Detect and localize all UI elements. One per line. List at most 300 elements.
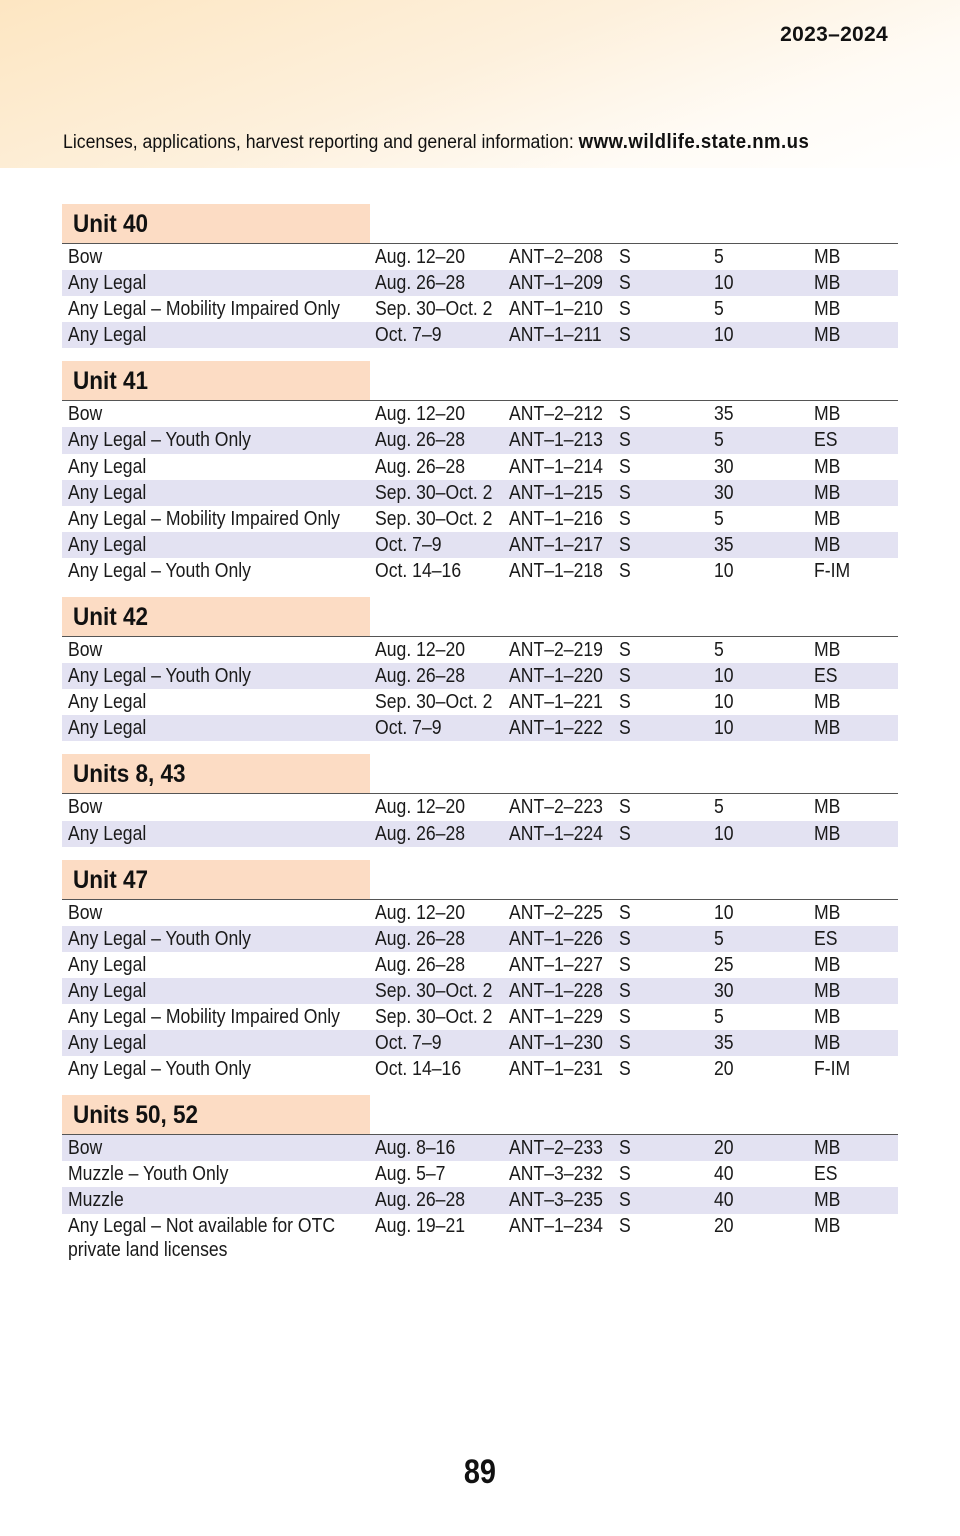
hunt-description: [62, 506, 375, 532]
unit-header: [62, 754, 898, 794]
hunt-code: [509, 1214, 619, 1262]
bag-limit: [619, 1135, 714, 1161]
hunt-description: [62, 1187, 375, 1213]
hunt-dates-text: Aug. 19–21: [375, 1214, 466, 1237]
table-row: [62, 454, 898, 480]
hunt-description-text: Any Legal – Youth Only: [68, 429, 251, 452]
unit-title-text: Unit 42: [73, 603, 149, 632]
license-count-text: 5: [714, 927, 724, 950]
hunt-code: [509, 794, 619, 820]
unit-title: [62, 860, 370, 899]
table-row: [62, 1161, 898, 1187]
bag-limit: [619, 558, 714, 584]
hunt-type: [814, 558, 898, 584]
license-count-text: 10: [714, 559, 734, 582]
license-count: [714, 1214, 814, 1262]
hunt-dates: [375, 978, 509, 1004]
table-row: [62, 401, 898, 427]
bag-limit: [619, 900, 714, 926]
hunt-description: [62, 401, 375, 427]
hunt-dates: [375, 401, 509, 427]
license-count: [714, 427, 814, 453]
hunt-dates: [375, 532, 509, 558]
hunt-code: [509, 689, 619, 715]
license-count-text: 5: [714, 298, 724, 321]
hunt-code-text: ANT–1–214: [509, 455, 603, 478]
hunt-dates-text: Sep. 30–Oct. 2: [375, 979, 493, 1002]
unit-title: [62, 1095, 370, 1134]
hunt-type-text: F-IM: [814, 1058, 851, 1081]
bag-limit-text: S: [619, 533, 631, 556]
bag-limit-text: S: [619, 1189, 631, 1212]
bag-limit: [619, 296, 714, 322]
license-count-text: 10: [714, 717, 734, 740]
unit-title: [62, 204, 370, 243]
hunt-dates-text: Aug. 12–20: [375, 639, 466, 662]
bag-limit: [619, 270, 714, 296]
hunt-type-text: MB: [814, 1005, 841, 1028]
hunt-code: [509, 296, 619, 322]
bag-limit: [619, 637, 714, 663]
hunt-description-text: Any Legal – Not available for OTC private land licenses: [68, 1214, 336, 1261]
bag-limit: [619, 401, 714, 427]
bag-limit-text: S: [619, 403, 631, 426]
hunt-dates-text: Aug. 5–7: [375, 1163, 446, 1186]
hunt-dates: [375, 427, 509, 453]
hunt-description-text: Any Legal: [68, 717, 147, 740]
hunt-description-text: Any Legal – Mobility Impaired Only: [68, 1005, 340, 1028]
table-row: [62, 1030, 898, 1056]
hunt-type: [814, 1161, 898, 1187]
hunt-dates: [375, 715, 509, 741]
hunt-code-text: ANT–2–233: [509, 1137, 603, 1160]
hunt-dates-text: Oct. 14–16: [375, 1058, 462, 1081]
hunt-dates-text: Aug. 12–20: [375, 796, 466, 819]
hunt-code-text: ANT–1–222: [509, 717, 603, 740]
hunt-type-text: MB: [814, 796, 841, 819]
hunt-code: [509, 427, 619, 453]
hunt-type-text: MB: [814, 246, 841, 268]
hunt-description: [62, 244, 375, 270]
bag-limit: [619, 1161, 714, 1187]
hunt-type: [814, 637, 898, 663]
table-row: [62, 689, 898, 715]
unit-section: [62, 204, 898, 348]
unit-section: [62, 860, 898, 1083]
hunt-dates: [375, 637, 509, 663]
license-count-text: 30: [714, 455, 734, 478]
hunt-code: [509, 926, 619, 952]
hunt-dates: [375, 480, 509, 506]
hunt-code-text: ANT–2–219: [509, 639, 603, 662]
hunt-dates-text: Oct. 7–9: [375, 1032, 442, 1055]
hunt-type: [814, 715, 898, 741]
hunt-type-text: MB: [814, 1189, 841, 1212]
hunt-table: [62, 204, 898, 1275]
hunt-dates: [375, 558, 509, 584]
table-row: [62, 506, 898, 532]
hunt-dates: [375, 1161, 509, 1187]
hunt-dates: [375, 1135, 509, 1161]
bag-limit: [619, 794, 714, 820]
bag-limit: [619, 322, 714, 348]
license-count: [714, 637, 814, 663]
unit-section: [62, 361, 898, 584]
bag-limit-text: S: [619, 901, 631, 924]
bag-limit-text: S: [619, 796, 631, 819]
license-count-text: 10: [714, 691, 734, 714]
hunt-description-text: Any Legal: [68, 272, 147, 295]
license-count: [714, 244, 814, 270]
bag-limit-text: S: [619, 1214, 631, 1237]
hunt-description: [62, 1030, 375, 1056]
unit-header: [62, 597, 898, 637]
hunt-type-text: MB: [814, 298, 841, 321]
unit-header: [62, 860, 898, 900]
hunt-type: [814, 1030, 898, 1056]
hunt-code-text: ANT–2–223: [509, 796, 603, 819]
info-line: [63, 131, 809, 154]
hunt-description: [62, 715, 375, 741]
license-count: [714, 952, 814, 978]
hunt-description-text: Any Legal: [68, 533, 147, 556]
license-count: [714, 454, 814, 480]
license-count-text: 10: [714, 901, 734, 924]
bag-limit-text: S: [619, 979, 631, 1002]
bag-limit: [619, 952, 714, 978]
hunt-type: [814, 952, 898, 978]
hunt-description: [62, 558, 375, 584]
hunt-dates-text: Aug. 26–28: [375, 429, 466, 452]
hunt-type: [814, 821, 898, 847]
hunt-description: [62, 689, 375, 715]
hunt-code: [509, 1161, 619, 1187]
bag-limit-text: S: [619, 717, 631, 740]
license-count-text: 5: [714, 639, 724, 662]
website-link[interactable]: www.wildlife.state.nm.us: [578, 131, 810, 153]
license-count-text: 10: [714, 324, 734, 347]
hunt-type: [814, 322, 898, 348]
license-count-text: 35: [714, 1032, 734, 1055]
hunt-type: [814, 794, 898, 820]
table-row: [62, 270, 898, 296]
license-count: [714, 689, 814, 715]
license-count-text: 5: [714, 429, 724, 452]
hunt-type-text: MB: [814, 403, 841, 426]
license-count-text: 10: [714, 822, 734, 845]
license-count: [714, 821, 814, 847]
hunt-code: [509, 952, 619, 978]
hunt-type: [814, 1056, 898, 1082]
hunt-dates-text: Aug. 26–28: [375, 1189, 466, 1212]
hunt-description-text: Muzzle: [68, 1189, 124, 1212]
hunt-description-text: Muzzle – Youth Only: [68, 1163, 229, 1186]
license-count-text: 20: [714, 1058, 734, 1081]
hunt-type-text: MB: [814, 455, 841, 478]
hunt-dates-text: Oct. 14–16: [375, 559, 462, 582]
table-row: [62, 427, 898, 453]
bag-limit-text: S: [619, 272, 631, 295]
license-count-text: 5: [714, 796, 724, 819]
bag-limit: [619, 480, 714, 506]
table-row: [62, 821, 898, 847]
hunt-type-text: MB: [814, 1032, 841, 1055]
hunt-description: [62, 1214, 375, 1262]
hunt-dates: [375, 244, 509, 270]
hunt-dates: [375, 663, 509, 689]
unit-title-text: Units 8, 43: [73, 760, 186, 789]
hunt-dates: [375, 506, 509, 532]
table-row: [62, 1056, 898, 1082]
license-count-text: 10: [714, 272, 734, 295]
info-text: Licenses, applications, harvest reporting and general information:: [63, 132, 579, 153]
hunt-description: [62, 454, 375, 480]
bag-limit: [619, 244, 714, 270]
hunt-description-text: Any Legal – Youth Only: [68, 665, 251, 688]
bag-limit-text: S: [619, 324, 631, 347]
hunt-dates: [375, 270, 509, 296]
license-count: [714, 1135, 814, 1161]
hunt-description-text: Any Legal – Mobility Impaired Only: [68, 298, 340, 321]
hunt-dates: [375, 322, 509, 348]
hunt-description: [62, 794, 375, 820]
table-row: [62, 978, 898, 1004]
hunt-dates: [375, 1056, 509, 1082]
hunt-description: [62, 821, 375, 847]
hunt-description: [62, 480, 375, 506]
hunt-type: [814, 900, 898, 926]
license-count: [714, 1161, 814, 1187]
hunt-code-text: ANT–1–224: [509, 822, 603, 845]
hunt-type-text: ES: [814, 1163, 838, 1186]
hunt-description: [62, 926, 375, 952]
hunt-description-text: Any Legal: [68, 1032, 147, 1055]
hunt-code: [509, 322, 619, 348]
hunt-code: [509, 1056, 619, 1082]
hunt-dates-text: Sep. 30–Oct. 2: [375, 691, 493, 714]
hunt-dates-text: Aug. 26–28: [375, 927, 466, 950]
hunt-type-text: MB: [814, 979, 841, 1002]
unit-section: [62, 1095, 898, 1261]
hunt-code-text: ANT–2–208: [509, 246, 603, 268]
bag-limit: [619, 689, 714, 715]
hunt-description: [62, 1004, 375, 1030]
hunt-description: [62, 978, 375, 1004]
hunt-dates: [375, 900, 509, 926]
hunt-description-text: Any Legal: [68, 822, 147, 845]
hunt-code-text: ANT–1–217: [509, 533, 603, 556]
hunt-type-text: ES: [814, 665, 838, 688]
bag-limit: [619, 978, 714, 1004]
hunt-type-text: MB: [814, 272, 841, 295]
license-count: [714, 270, 814, 296]
hunt-code: [509, 715, 619, 741]
hunt-code: [509, 821, 619, 847]
table-row: [62, 1135, 898, 1161]
hunt-type-text: F-IM: [814, 559, 851, 582]
bag-limit: [619, 663, 714, 689]
bag-limit-text: S: [619, 1137, 631, 1160]
license-count-text: 5: [714, 1005, 724, 1028]
hunt-dates-text: Aug. 26–28: [375, 272, 466, 295]
unit-title-text: Unit 41: [73, 367, 149, 396]
hunt-code-text: ANT–1–234: [509, 1214, 603, 1237]
hunt-type-text: MB: [814, 481, 841, 504]
license-count: [714, 978, 814, 1004]
hunt-dates: [375, 296, 509, 322]
hunt-type-text: MB: [814, 691, 841, 714]
hunt-description: [62, 322, 375, 348]
hunt-dates-text: Aug. 26–28: [375, 953, 466, 976]
unit-section: [62, 754, 898, 846]
hunt-dates-text: Aug. 26–28: [375, 455, 466, 478]
hunt-code: [509, 454, 619, 480]
bag-limit: [619, 926, 714, 952]
hunt-type-text: MB: [814, 953, 841, 976]
hunt-description: [62, 1135, 375, 1161]
license-count: [714, 1187, 814, 1213]
hunt-type: [814, 454, 898, 480]
bag-limit: [619, 1004, 714, 1030]
bag-limit: [619, 1030, 714, 1056]
hunt-description: [62, 1161, 375, 1187]
hunt-description-text: Any Legal – Mobility Impaired Only: [68, 507, 340, 530]
table-row: [62, 1187, 898, 1213]
license-count-text: 20: [714, 1214, 734, 1237]
hunt-dates: [375, 1030, 509, 1056]
hunt-dates-text: Oct. 7–9: [375, 324, 442, 347]
hunt-type: [814, 244, 898, 270]
hunt-description: [62, 296, 375, 322]
hunt-type-text: MB: [814, 639, 841, 662]
bag-limit-text: S: [619, 1005, 631, 1028]
hunt-type-text: MB: [814, 1214, 841, 1237]
hunt-dates: [375, 821, 509, 847]
bag-limit-text: S: [619, 639, 631, 662]
unit-section: [62, 597, 898, 741]
hunt-type: [814, 1135, 898, 1161]
hunt-code: [509, 558, 619, 584]
hunt-description-text: Any Legal: [68, 324, 147, 347]
hunt-code-text: ANT–1–226: [509, 927, 603, 950]
hunt-code: [509, 637, 619, 663]
hunt-dates: [375, 952, 509, 978]
hunt-type: [814, 1214, 898, 1262]
hunt-description: [62, 952, 375, 978]
hunt-description: [62, 663, 375, 689]
hunt-dates: [375, 1187, 509, 1213]
hunt-dates-text: Oct. 7–9: [375, 533, 442, 556]
hunt-type: [814, 401, 898, 427]
hunt-description: [62, 427, 375, 453]
hunt-type-text: ES: [814, 429, 838, 452]
hunt-code-text: ANT–1–220: [509, 665, 603, 688]
license-count: [714, 926, 814, 952]
bag-limit: [619, 427, 714, 453]
bag-limit: [619, 821, 714, 847]
hunt-type: [814, 506, 898, 532]
unit-title: [62, 597, 370, 636]
unit-title-text: Units 50, 52: [73, 1101, 199, 1130]
license-count-text: 35: [714, 533, 734, 556]
table-row: [62, 794, 898, 820]
hunt-dates-text: Sep. 30–Oct. 2: [375, 507, 493, 530]
page-number: [0, 1453, 960, 1492]
table-row: [62, 532, 898, 558]
hunt-code: [509, 506, 619, 532]
table-row: [62, 715, 898, 741]
hunt-type-text: MB: [814, 533, 841, 556]
bag-limit-text: S: [619, 455, 631, 478]
hunt-code-text: ANT–1–229: [509, 1005, 603, 1028]
hunt-code: [509, 978, 619, 1004]
hunt-description: [62, 900, 375, 926]
hunt-dates: [375, 689, 509, 715]
bag-limit-text: S: [619, 1163, 631, 1186]
hunt-description-text: Bow: [68, 901, 103, 924]
hunt-dates: [375, 454, 509, 480]
table-row: [62, 322, 898, 348]
hunt-code: [509, 900, 619, 926]
hunt-type-text: ES: [814, 927, 838, 950]
license-count: [714, 1030, 814, 1056]
license-count: [714, 1056, 814, 1082]
hunt-code-text: ANT–3–232: [509, 1163, 603, 1186]
license-count: [714, 296, 814, 322]
license-count-text: 40: [714, 1189, 734, 1212]
table-row: [62, 1214, 898, 1262]
license-count: [714, 532, 814, 558]
table-row: [62, 296, 898, 322]
bag-limit-text: S: [619, 429, 631, 452]
bag-limit: [619, 1056, 714, 1082]
hunt-code-text: ANT–3–235: [509, 1189, 603, 1212]
table-row: [62, 558, 898, 584]
license-count-text: 40: [714, 1163, 734, 1186]
hunt-code-text: ANT–1–211: [509, 324, 602, 347]
hunt-code: [509, 1030, 619, 1056]
unit-title-text: Unit 47: [73, 865, 149, 894]
hunt-type: [814, 296, 898, 322]
license-count-text: 5: [714, 246, 724, 268]
hunt-code: [509, 1004, 619, 1030]
hunt-code: [509, 663, 619, 689]
license-count: [714, 558, 814, 584]
hunt-description-text: Any Legal – Youth Only: [68, 559, 251, 582]
hunt-code: [509, 1135, 619, 1161]
hunt-dates: [375, 1214, 509, 1262]
hunt-code-text: ANT–2–212: [509, 403, 603, 426]
hunt-description-text: Bow: [68, 246, 103, 268]
hunt-code-text: ANT–1–218: [509, 559, 603, 582]
hunt-description-text: Any Legal: [68, 455, 147, 478]
table-row: [62, 663, 898, 689]
hunt-type-text: MB: [814, 1137, 841, 1160]
hunt-type: [814, 689, 898, 715]
hunt-type: [814, 926, 898, 952]
bag-limit-text: S: [619, 691, 631, 714]
license-count: [714, 663, 814, 689]
hunt-type-text: MB: [814, 717, 841, 740]
hunt-dates-text: Aug. 12–20: [375, 403, 466, 426]
hunt-type: [814, 270, 898, 296]
license-count: [714, 480, 814, 506]
hunt-type: [814, 663, 898, 689]
bag-limit-text: S: [619, 1032, 631, 1055]
hunt-type: [814, 1004, 898, 1030]
bag-limit-text: S: [619, 1058, 631, 1081]
table-row: [62, 480, 898, 506]
